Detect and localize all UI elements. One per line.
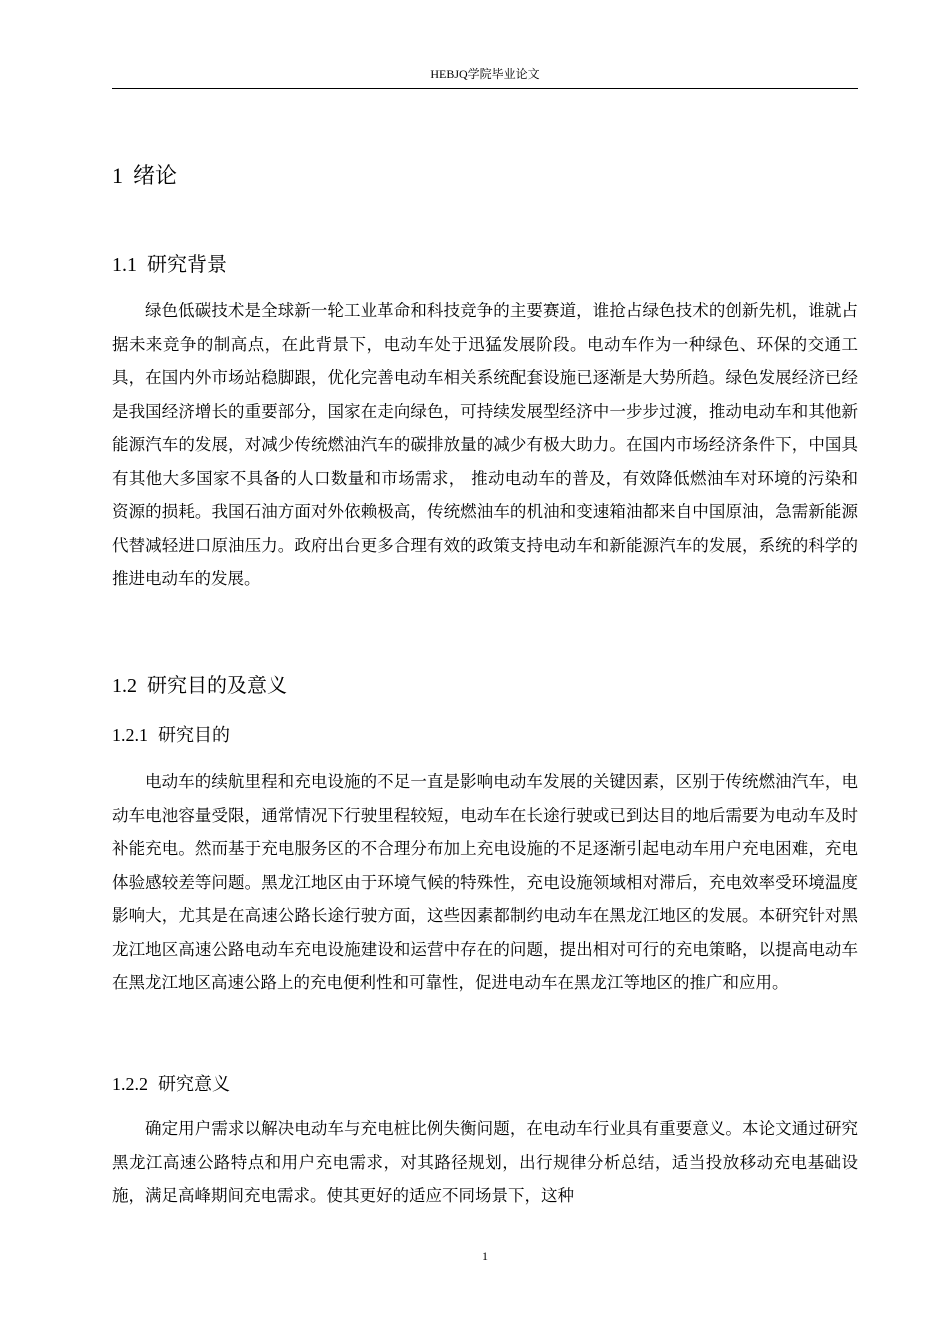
page-number: 1 [482,1249,488,1263]
section-title: 研究目的及意义 [147,673,287,697]
subsection-title: 研究意义 [158,1074,230,1095]
paragraph-research-background: 绿色低碳技术是全球新一轮工业革命和科技竞争的主要赛道，谁抢占绿色技术的创新先机，谁就占据未来竞争的制高点，在此背景下，电动车处于迅猛发展阶段。电动车作为一种绿色、环保的交通工具，在国内外市场站稳脚跟，优化完善电动车相关系统配套设施已逐渐是大势所趋。绿色发展经济已经是我国经济增长的重要部分，国家在走向绿色，可持续发展型经济中一步步过渡，推动电动车和其他新能源汽车的发展，对减少传统燃油汽车的碳排放量的减少有极大助力。在国内市场经济条件下，中国具有其他大多国家不具备的人口数量和市场需求， 推动电动车的普及，有效降低燃油车对环境的污染和资源的损耗。我国石油方面对外依赖极高，传统燃油车的机油和变速箱油都来自中国原油，急需新能源代替减轻进口原油压力。政府出台更多合理有效的政策支持电动车和新能源汽车的发展，系统的科学的推进电动车的发展。 [112,301,858,588]
subsection-number: 1.2.1 [112,725,148,745]
running-header: HEBJQ学院毕业论文 [430,67,540,81]
chapter-title: 绪论 [133,164,178,189]
header-rule [112,88,858,89]
chapter-heading [112,160,177,193]
section-heading-1-1 [112,249,227,280]
section-title: 研究背景 [147,252,227,276]
chapter-number: 1 [112,163,123,188]
subsection-title: 研究目的 [158,725,230,746]
section-number: 1.1 [112,254,137,276]
subsection-heading-1-2-2 [112,1070,230,1099]
subsection-heading-1-2-1 [112,721,230,750]
paragraph-research-significance: 确定用户需求以解决电动车与充电桩比例失衡问题，在电动车行业具有重要意义。本论文通过研究黑龙江高速公路特点和用户充电需求，对其路径规划，出行规律分析总结，适当投放移动充电基础设施，满足高峰期间充电需求。使其更好的适应不同场景下，这种 [112,1119,858,1205]
paragraph-research-purpose: 电动车的续航里程和充电设施的不足一直是影响电动车发展的关键因素，区别于传统燃油汽车，电动车电池容量受限，通常情况下行驶里程较短，电动车在长途行驶或已到达目的地后需要为电动车及时补能充电。然而基于充电服务区的不合理分布加上充电设施的不足逐渐引起电动车用户充电困难，充电体验感较差等问题。黑龙江地区由于环境气候的特殊性，充电设施领域相对滞后，充电效率受环境温度影响大，尤其是在高速公路长途行驶方面，这些因素都制约电动车在黑龙江地区的发展。本研究针对黑龙江地区高速公路电动车充电设施建设和运营中存在的问题，提出相对可行的充电策略，以提高电动车在黑龙江地区高速公路上的充电便利性和可靠性，促进电动车在黑龙江等地区的推广和应用。 [112,772,858,992]
section-number: 1.2 [112,675,137,697]
section-heading-1-2 [112,670,287,701]
subsection-number: 1.2.2 [112,1074,148,1094]
